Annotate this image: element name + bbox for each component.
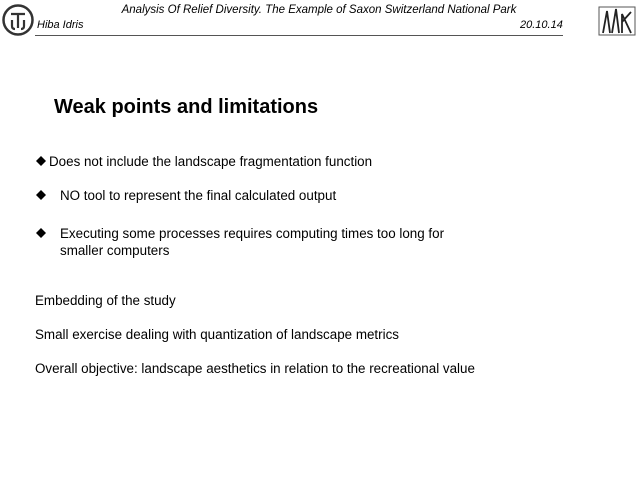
paragraph-text: Small exercise dealing with quantization of landscape metrics (35, 327, 399, 342)
paragraph-text: Embedding of the study (35, 293, 176, 308)
diamond-bullet-icon (36, 225, 60, 259)
bullet-item (36, 187, 500, 204)
bullet-text: NO tool to represent the final calculated output (60, 188, 337, 203)
presentation-date: 20.10.14 (520, 19, 563, 31)
header-divider (35, 35, 563, 36)
bullet-item (36, 225, 480, 259)
diamond-bullet-icon (36, 153, 49, 170)
bullet-text: Executing some processes requires computing times too long for smaller computers (60, 226, 445, 258)
author-name: Hiba Idris (37, 19, 84, 31)
bullet-text: Does not include the landscape fragmentation function (49, 154, 373, 169)
presentation-title: Analysis Of Relief Diversity. The Example of Saxon Switzerland National Park (121, 4, 517, 16)
bullet-item (36, 153, 489, 170)
paragraph-text: Overall objective: landscape aesthetics in relation to the recreational value (35, 361, 475, 376)
slide-heading: Weak points and limitations (54, 96, 319, 118)
diamond-bullet-icon (36, 187, 60, 204)
institute-logo-icon (598, 6, 636, 36)
